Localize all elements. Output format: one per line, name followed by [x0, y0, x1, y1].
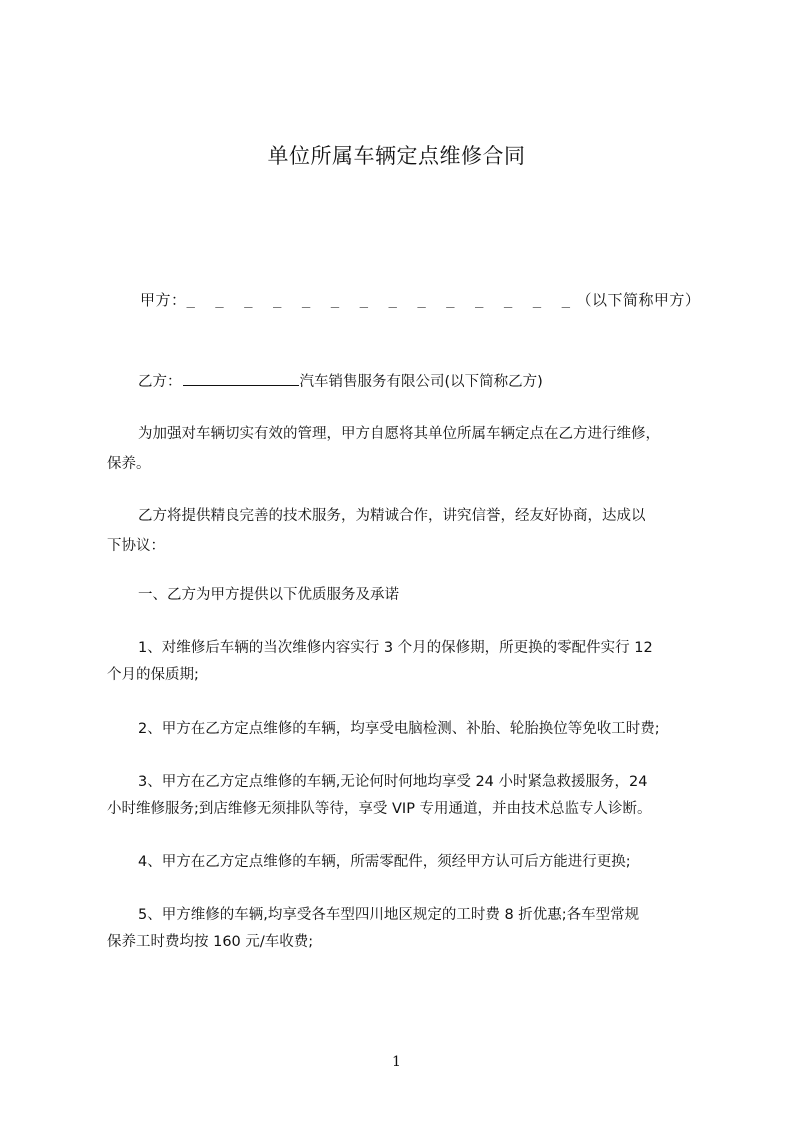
party-a-alias-char-3: 简 — [622, 291, 638, 309]
party-b-line — [107, 369, 738, 395]
para1-line1: 为加强对车辆切实有效的管理，甲方自愿将其单位所属车辆定点在乙方进行维修， — [138, 426, 660, 442]
item2-line1: 2、甲方在乙方定点维修的车辆，均享受电脑检测、补胎、轮胎换位等免收工时费; — [138, 721, 660, 737]
party-a-blank: _ _ _ _ _ _ _ _ _ _ _ _ _ _ — [186, 292, 577, 308]
para2-line2: 下协议： — [107, 538, 165, 554]
party-b-label: 乙方： — [138, 374, 182, 390]
section1-heading: 一、乙方为甲方提供以下优质服务及承诺 — [138, 587, 399, 603]
party-a-alias-char-4: 称 — [638, 291, 654, 309]
party-a-char-2: 方 — [155, 291, 171, 309]
party-a-colon: ： — [170, 291, 186, 309]
party-a-paren-close: ） — [684, 291, 700, 309]
party-a-paren-open: （ — [576, 291, 592, 309]
para2-line1: 乙方将提供精良完善的技术服务，为精诚合作，讲究信誉，经友好协商，达成以 — [138, 508, 646, 524]
party-a-line — [140, 288, 700, 312]
party-a-alias-char-5: 甲 — [653, 291, 669, 309]
item1-line1: 1、对维修后车辆的当次维修内容实行 3 个月的保修期，所更换的零配件实行 12 — [138, 640, 653, 656]
party-a-alias-char-1: 以 — [591, 291, 607, 309]
item5-line1: 5、甲方维修的车辆,均享受各车型四川地区规定的工时费 8 折优惠;各车型常规 — [138, 907, 640, 923]
party-a-char-1: 甲 — [140, 291, 156, 309]
para1-line2: 保养。 — [107, 456, 151, 472]
item3-line1: 3、甲方在乙方定点维修的车辆,无论何时何地均享受 24 小时紧急救援服务，24 — [138, 774, 648, 790]
party-b-suffix: 汽车销售服务有限公司(以下简称乙方) — [299, 374, 543, 390]
party-a-alias-char-2: 下 — [607, 291, 623, 309]
item3-line2: 小时维修服务;到店维修无须排队等待，享受 VIP 专用通道，并由技术总监专人诊断。 — [107, 801, 652, 817]
page-number: 1 — [392, 1054, 401, 1070]
contract-title: 单位所属车辆定点维修合同 — [267, 144, 526, 168]
party-b-blank — [183, 371, 299, 386]
item5-line2: 保养工时费均按 160 元/车收费; — [107, 934, 314, 950]
party-a-alias-char-6: 方 — [669, 291, 685, 309]
item4-line1: 4、甲方在乙方定点维修的车辆，所需零配件，须经甲方认可后方能进行更换; — [138, 854, 631, 870]
item1-line2: 个月的保质期; — [107, 667, 199, 683]
